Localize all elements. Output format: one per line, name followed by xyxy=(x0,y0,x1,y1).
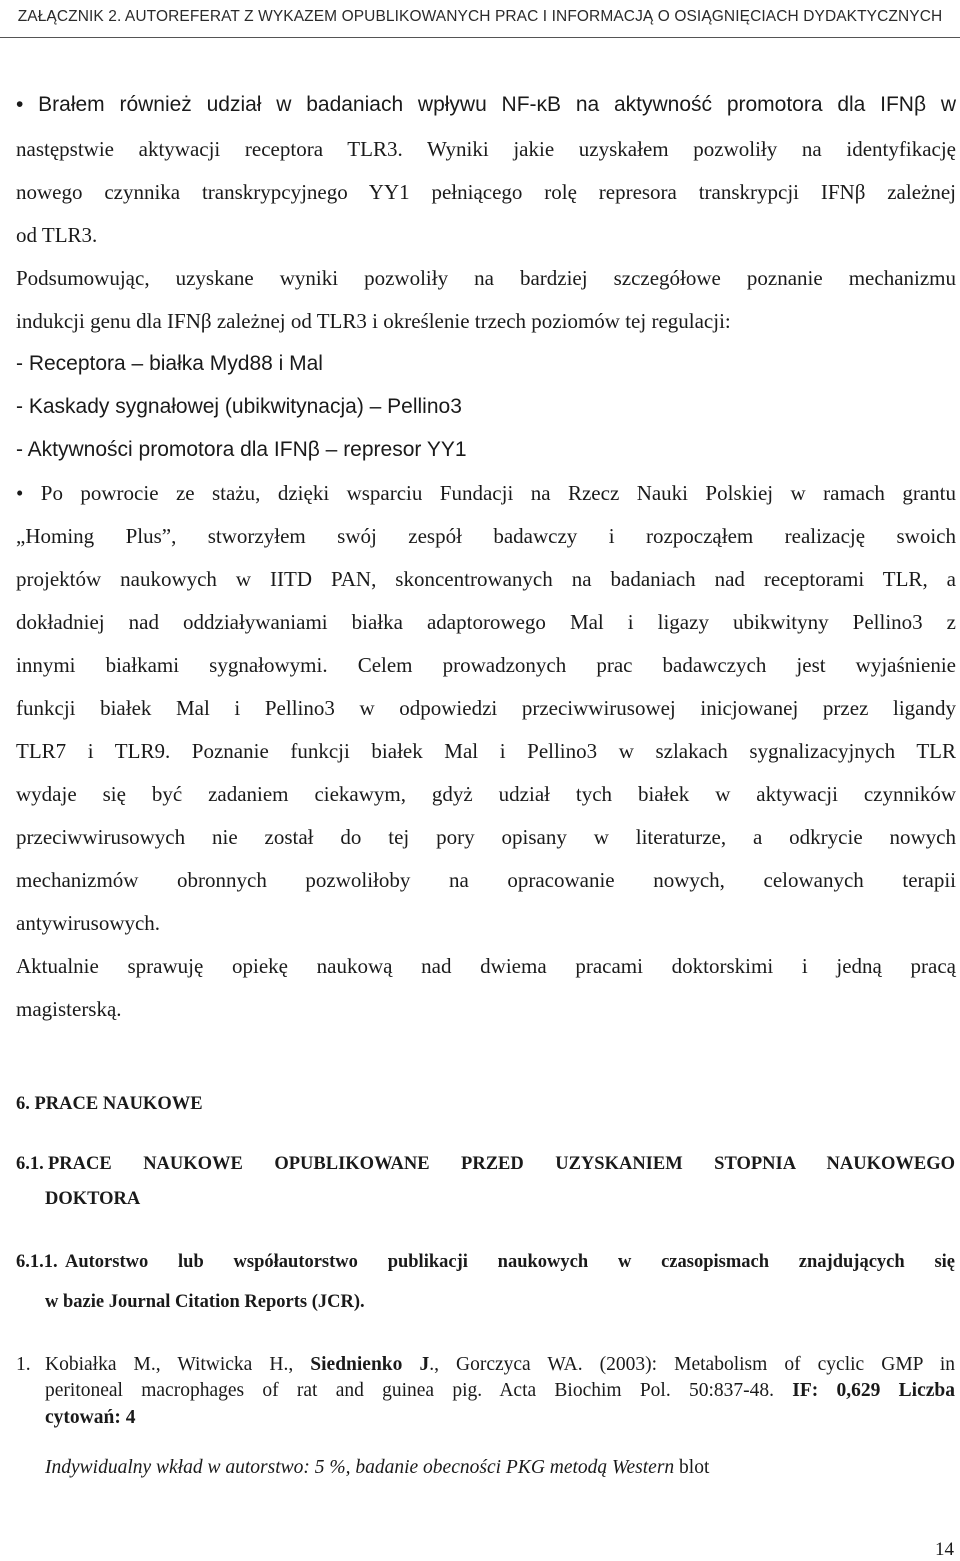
page-number: 14 xyxy=(935,1539,954,1560)
running-header: ZAŁĄCZNIK 2. AUTOREFERAT Z WYKAZEM OPUBLIKOWANYCH PRAC I INFORMACJĄ O OSIĄGNIĘCIACH DYDAKTYCZNYCH xyxy=(17,8,943,25)
bullet2-line3: projektów naukowych w IITD PAN, skoncentrowanych na badaniach nad receptorami TLR, a xyxy=(16,567,956,591)
bullet2-line5: innymi białkami sygnałowymi. Celem prowadzonych prac badawczych jest wyjaśnienie xyxy=(16,653,956,677)
section-6-heading: 6. PRACE NAUKOWE xyxy=(16,1094,203,1114)
ref1-line2 xyxy=(45,1379,955,1403)
section-6-1-number: 6.1. xyxy=(16,1154,44,1174)
ref1-author-bold: Siednienko J xyxy=(310,1354,430,1375)
section-6-1-title-line1: PRACE NAUKOWE OPUBLIKOWANE PRZED UZYSKANIEM STOPNIA NAUKOWEGO xyxy=(48,1154,955,1174)
bullet1-line4: od TLR3. xyxy=(16,223,98,247)
summary-line4: - Kaskady sygnałowej (ubikwitynacja) – Pellino3 xyxy=(16,395,462,418)
ref1-impact-factor: IF: 0,629 Liczba xyxy=(792,1380,956,1401)
ref1-contribution-italic: Indywidualny wkład w autorstwo: 5 %, badanie obecności PKG metodą Western xyxy=(45,1457,675,1478)
section-6-1-title-line2: DOKTORA xyxy=(45,1189,141,1209)
ref1-contribution-rest: blot xyxy=(674,1457,710,1478)
supervision-line1: Aktualnie sprawuję opiekę naukową nad dwiema pracami doktorskimi i jedną pracą xyxy=(16,954,956,978)
ref1-line1 xyxy=(45,1353,955,1377)
bullet2-line1: • Po powrocie ze stażu, dzięki wsparciu Fundacji na Rzecz Nauki Polskiej w ramach grantu xyxy=(16,481,956,505)
bullet2-line6: funkcji białek Mal i Pellino3 w odpowiedzi przeciwwirusowej inicjowanej przez ligandy xyxy=(16,696,956,720)
ref1-contribution xyxy=(45,1456,955,1480)
bullet2-line10: mechanizmów obronnych pozwoliłoby na opracowanie nowych, celowanych terapii xyxy=(16,868,956,892)
section-6-1-1-title-line1: Autorstwo lub współautorstwo publikacji naukowych w czasopismach znajdujących się xyxy=(65,1252,955,1272)
bullet2-line7: TLR7 i TLR9. Poznanie funkcji białek Mal i Pellino3 w szlakach sygnalizacyjnych TLR xyxy=(16,739,956,763)
supervision-line2: magisterską. xyxy=(16,997,122,1021)
bullet2-line9: przeciwwirusowych nie został do tej pory opisany w literaturze, a odkrycie nowych xyxy=(16,825,956,849)
bullet2-line8: wydaje się być zadaniem ciekawym, gdyż udział tych białek w aktywacji czynników xyxy=(16,782,956,806)
ref1-number: 1. xyxy=(16,1354,31,1375)
summary-line2: indukcji genu dla IFNβ zależnej od TLR3 i określenie trzech poziomów tej regulacji: xyxy=(16,309,731,333)
bullet1-line1: • Brałem również udział w badaniach wpływu NF-κB na aktywność promotora dla IFNβ w xyxy=(16,93,956,116)
summary-line5: - Aktywności promotora dla IFNβ – represor YY1 xyxy=(16,438,467,461)
section-6-1-1-number: 6.1.1. xyxy=(16,1252,58,1272)
ref1-citations: cytowań: 4 xyxy=(45,1407,136,1428)
bullet2-line4: dokładniej nad oddziaływaniami białka adaptorowego Mal i ligazy ubikwityny Pellino3 z xyxy=(16,610,956,634)
bullet1-line3: nowego czynnika transkrypcyjnego YY1 pełniącego rolę represora transkrypcji IFNβ zależnej xyxy=(16,180,956,204)
section-6-1-1-title-line2: w bazie Journal Citation Reports (JCR). xyxy=(45,1292,365,1312)
header-rule xyxy=(0,37,960,38)
summary-line1: Podsumowując, uzyskane wyniki pozwoliły na bardziej szczegółowe poznanie mechanizmu xyxy=(16,266,956,290)
ref1-authors-a: Kobiałka M., Witwicka H., xyxy=(45,1354,311,1375)
bullet1-line2: następstwie aktywacji receptora TLR3. Wyniki jakie uzyskałem pozwoliły na identyfikację xyxy=(16,137,956,161)
bullet2-line11: antywirusowych. xyxy=(16,911,161,935)
summary-line3: - Receptora – białka Myd88 i Mal xyxy=(16,352,323,375)
ref1-line2-a: peritoneal macrophages of rat and guinea pig. Acta Biochim Pol. 50:837-48. xyxy=(45,1380,793,1401)
bullet2-line2: „Homing Plus”, stworzyłem swój zespół badawczy i rozpocząłem realizację swoich xyxy=(16,524,956,548)
ref1-authors-b: ., Gorczyca WA. (2003): Metabolism of cyclic GMP in xyxy=(429,1354,955,1375)
